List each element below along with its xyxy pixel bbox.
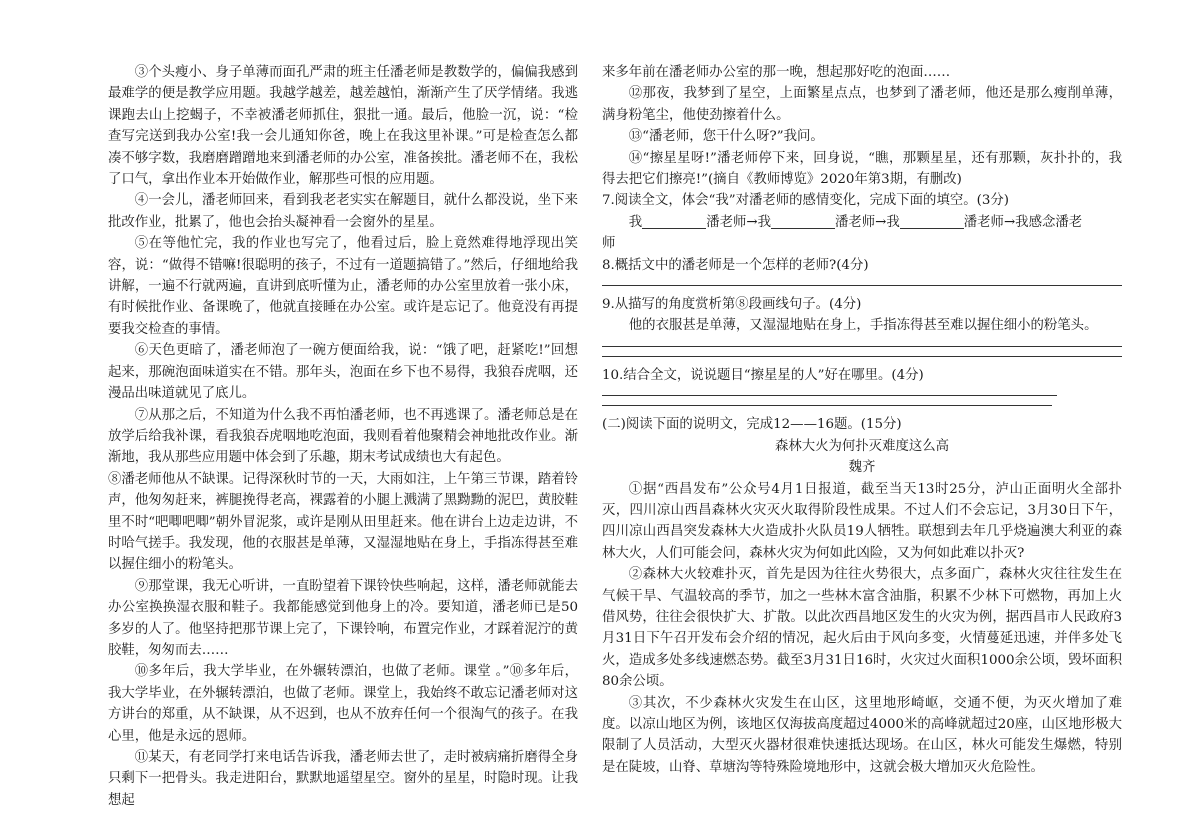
- section-2-heading: (二)阅读下面的说明文，完成12——16题。(15分): [602, 417, 902, 433]
- question-7: 7.阅读全文，体会“我”对潘老师的感情变化，完成下面的填空。(3分): [602, 193, 1009, 209]
- paragraph-6: ⑥天色更暗了，潘老师泡了一碗方便面给我，说：“饿了吧，赶紧吃!”回想起来，那碗泡面味道实在不错。那年头，泡面在乡下也不易得，我狼吞虎咽，还漫品出味道就见了底儿。: [108, 343, 578, 402]
- paragraph-4: ④一会儿，潘老师回来，看到我老老实实在解题目，就什么都没说，坐下来批改作业，批累了，他也会抬头凝神看一会窗外的星星。: [108, 193, 578, 230]
- q7-blank-2[interactable]: [771, 214, 835, 229]
- paragraph-13: ⑬“潘老师，您干什么呀?”我问。: [628, 129, 824, 145]
- question-10: 10.结合全文，说说题目“擦星星的人”好在哪里。(4分): [602, 367, 924, 383]
- article-paragraph-3: ③其次，不少森林火灾发生在山区，这里地形崎岖，交通不便，为灭火增加了难度。以凉山地区为例，该地区仅海拔高度超过4000米的高峰就超过20座，山区地形极大限制了人员活动，大型灭火器材很难快速抵达现场。在山区，林火可能发生爆燃，特别是在陡坡，山脊、草塘沟等特殊险境地形中，这就会极大增加灭火危险性。: [602, 695, 1122, 775]
- right-column: [602, 62, 1122, 778]
- q7-blank-3[interactable]: [900, 214, 964, 229]
- q7-text-2: 潘老师→我: [706, 214, 771, 230]
- paragraph-5: ⑤在等他忙完，我的作业也写完了，他看过后，脸上竟然难得地浮现出笑容，说：“做得不错嘛!很聪明的孩子，不过有一道题搞错了。”然后，仔细地给我讲解，一遍不行就两遍，直讲到底听懂为止，潘老师的办公室里放着一张小床，有时候批作业、备课晚了，他就直接睡在办公室。或许是忘记了。他竟没有再提要我交检查的事情。: [108, 236, 578, 337]
- question-8: 8.概括文中的潘老师是一个怎样的老师?(4分): [602, 257, 869, 273]
- question-7-fill-line: [602, 212, 1122, 233]
- paragraph-3: ③个头瘦小、身子单薄而面孔严肃的班主任潘老师是教数学的，偏偏我感到最难学的便是教学应用题。我越学越差，越差越怕，渐渐产生了厌学情绪。我逃课跑去山上挖蝎子，不幸被潘老师抓住，狠批一通。最后，他脸一沉，说：“检查写完送到我办公室!我一会儿通知你爸，晚上在我这里补课。”可是检查怎么都凑不够字数，我磨磨蹭蹭地来到潘老师的办公室，准备挨批。潘老师不在，我松了口气，拿出作业本开始做作业，解那些可恨的应用题。: [108, 65, 578, 188]
- left-column: [108, 62, 578, 811]
- q10-answer-line-2[interactable]: [602, 405, 1052, 406]
- article-paragraph-1: ①据“西昌发布”公众号4月1日报道，截至当天13时25分，泸山正面明火全部扑灭，四川凉山西昌森林火灾灭火取得阶段性成果。不过人们不会忘记，3月30日下午，四川凉山西昌突发森林大火造成扑火队员19人牺牲。联想到去年几乎烧遍澳大利亚的森林大火，人们可能会问，森林火灾为何如此凶险，又为何如此难以扑灭?: [602, 481, 1122, 561]
- paragraph-9: ⑨那堂课，我无心听讲，一直盼望着下课铃快些响起，这样，潘老师就能去办公室换换湿衣服和鞋子。我都能感觉到他身上的冷。要知道，潘老师已是50多岁的人了。他坚持把那节课上完了，下课铃响，布置完作业，才踩着泥泞的黄胶鞋，匆匆而去……: [108, 578, 578, 658]
- q10-answer-line-1[interactable]: [602, 395, 1057, 396]
- q7-text-1: 我: [628, 214, 643, 230]
- paragraph-12: ⑫那夜，我梦到了星空，上面繁星点点，也梦到了潘老师，他还是那么瘦削单薄，满身粉笔尘，他使劲擦着什么。: [602, 86, 1122, 123]
- paragraph-14: ⑭“擦星星呀!”潘老师停下来，回身说，“瞧，那颗星星，还有那颗，灰扑扑的，我得去把它们擦亮!”(摘自《教师博览》2020年第3期，有删改): [602, 150, 1122, 188]
- q7-line-end: 师: [602, 236, 616, 252]
- article-author: 魏齐: [848, 460, 876, 476]
- paragraph-10: ⑩多年后，我大学毕业，在外辗转漂泊，也做了老师。课堂 。”⑩多年后，我大学毕业，在外辗转漂泊，也做了老师。课堂上，我始终不敢忘记潘老师对这方讲台的郑重，从不缺课，从不迟到，也从不放弃任何一个很淘气的孩子。在我心里，他是永远的恩师。: [108, 664, 578, 744]
- q7-text-4: 潘老师→我感念潘老: [963, 214, 1083, 230]
- q9-answer-line-2[interactable]: [602, 356, 1122, 357]
- q9-answer-line-1[interactable]: [602, 346, 1122, 347]
- q7-text-3: 潘老师→我: [834, 214, 900, 230]
- article-title: 森林大火为何扑灭难度这么高: [774, 438, 950, 454]
- paragraph-11-continued: 来多年前在潘老师办公室的那一晚，想起那好吃的泡面……: [602, 65, 951, 80]
- q8-answer-line[interactable]: [602, 285, 1122, 286]
- q7-blank-1[interactable]: [642, 214, 706, 229]
- paragraph-8: ⑧潘老师他从不缺课。记得深秋时节的一天，大雨如注，上午第三节课，踏着铃声，他匆匆赶来，裤腿挽得老高，裸露着的小腿上溅满了黑黝黝的泥巴，黄胶鞋里不时“吧唧吧唧”朝外冒泥浆，或许是刚从田里赶来。他在讲台上边走边讲，不时哈气搓手。我发现，他的衣服甚是单薄，又湿湿地贴在身上，手指冻得甚至难以握住细小的粉笔头。: [108, 471, 578, 573]
- paragraph-7: ⑦从那之后，不知道为什么我不再怕潘老师，也不再逃课了。潘老师总是在放学后给我补课，看我狼吞虎咽地吃泡面，我则看着他聚精会神地批改作业。渐渐地，我从那些应用题中体会到了乐趣，期末考试成绩也大有起色。: [108, 407, 578, 466]
- q9-quote: 他的衣服甚是单薄，又湿湿地贴在身上，手指冻得甚至难以握住细小的粉笔头。: [628, 318, 1098, 334]
- question-9: 9.从描写的角度赏析第⑧段画线句子。(4分): [602, 297, 862, 313]
- paragraph-11: ⑪某天，有老同学打来电话告诉我，潘老师去世了，走时被病痛折磨得全身只剩下一把骨头。我走进阳台，默默地遥望星空。窗外的星星，时隐时现。让我想起: [108, 750, 578, 808]
- article-paragraph-2: ②森林大火较难扑灭，首先是因为往往火势很大，点多面广，森林火灾往往发生在气候干旱、气温较高的季节，加之一些林木富含油脂，积累不少林下可燃物，再加上火借风势，往往会很快扩大、扩散。以此次西昌地区发生的火灾为例，据西昌市人民政府3月31日下午召开发布会介绍的情况，起火后由于风向多变，火情蔓延迅速，并伴多处飞火，造成多处多线速燃态势。截至3月31日16时，火灾过火面积1000余公顷，毁坏面积80余公顷。: [602, 567, 1122, 690]
